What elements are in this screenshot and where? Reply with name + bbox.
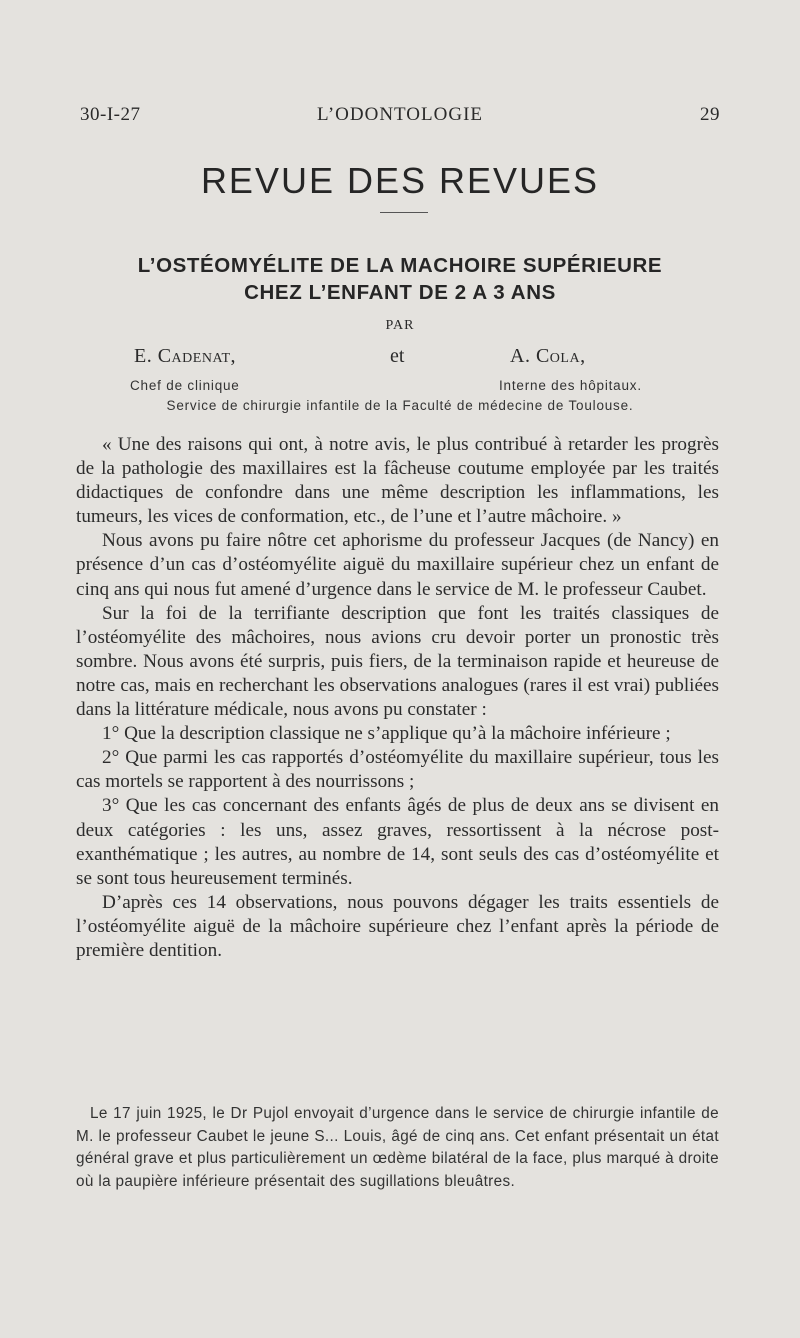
paragraph: D’après ces 14 observations, nous pouvons dégager les traits essentiels de l’ostéomyélite aiguë de la mâchoire supérieure chez l’enfant après la période de première dentition. xyxy=(76,891,719,961)
affiliation-institution: Service de chirurgie infantile de la Faculté de médecine de Toulouse. xyxy=(166,398,634,413)
byline-par: PAR xyxy=(385,318,415,333)
author-conjunction: et xyxy=(390,345,405,367)
author-2-initial: A. xyxy=(510,345,531,367)
paragraph-point-3: 3° Que les cas concernant des enfants âgés de plus de deux ans se divisent en deux catégories : les uns, assez graves, ressortissent à la nécrose post-exanthématique ; les autres, au nombre de 14, sont seuls des cas d’ostéomyélite et se sont tous heureusement terminés. xyxy=(76,795,719,889)
paragraph-point-2: 2° Que parmi les cas rapportés d’ostéomyélite du maxillaire supérieur, tous les cas mortels se rapportent à des nourrissons ; xyxy=(76,747,719,793)
article-title-line-2: CHEZ L’ENFANT DE 2 A 3 ANS xyxy=(244,281,556,304)
paragraph-point-1: 1° Que la description classique ne s’applique qu’à la mâchoire inférieure ; xyxy=(102,723,671,745)
section-title: REVUE DES REVUES xyxy=(200,160,600,201)
article-title-line-1: L’OSTÉOMYÉLITE DE LA MACHOIRE SUPÉRIEURE xyxy=(137,254,663,277)
page-number: 29 xyxy=(700,104,720,125)
affiliation-2: Interne des hôpitaux. xyxy=(499,378,642,393)
article-title xyxy=(60,252,740,306)
title-divider xyxy=(380,212,428,213)
journal-name: L’ODONTOLOGIE xyxy=(316,104,484,125)
author-1 xyxy=(134,345,236,368)
affiliation-1: Chef de clinique xyxy=(130,378,240,393)
author-1-name: Cadenat, xyxy=(157,345,237,367)
observation-paragraph: Le 17 juin 1925, le Dr Pujol envoyait d’urgence dans le service de chirurgie infantile de M. le professeur Caubet le jeune S... Louis, âgé de cinq ans. Cet enfant présentait un état général grave et plus particulièrement un œdème bilatéral de la face, plus marqué à droite où la paupière inférieure présentait des sugillations bleuâtres. xyxy=(76,1105,719,1190)
header-date: 30-I-27 xyxy=(80,104,141,125)
author-2-name: Cola, xyxy=(535,345,586,367)
author-2 xyxy=(510,345,586,368)
case-observation xyxy=(76,1103,719,1193)
authors xyxy=(80,345,720,373)
article-body xyxy=(76,433,719,963)
paragraph: Sur la foi de la terrifiante description que font les traités classiques de l’ostéomyélite des mâchoires, nous avions cru devoir porter un pronostic très sombre. Nous avons été surpris, puis fiers, de la terminaison rapide et heureuse de notre cas, mais en recherchant les observations analogues (rares il est vrai) publiées dans la littérature médicale, nous avons pu constater : xyxy=(76,602,719,721)
paragraph: Nous avons pu faire nôtre cet aphorisme du professeur Jacques (de Nancy) en présence d’un cas d’ostéomyélite aiguë du maxillaire supérieur chez un enfant de cinq ans qui nous fut amené d’urgence dans le service de M. le professeur Caubet. xyxy=(76,530,719,600)
author-1-initial: E. xyxy=(134,345,153,367)
paragraph-quote: « Une des raisons qui ont, à notre avis, le plus contribué à retarder les progrès de la pathologie des maxillaires est la fâcheuse coutume employée par les traités didactiques de confondre dans une même description les inflammations, les tumeurs, les vices de conformation, etc., de l’une et l’autre mâchoire. » xyxy=(76,434,719,528)
